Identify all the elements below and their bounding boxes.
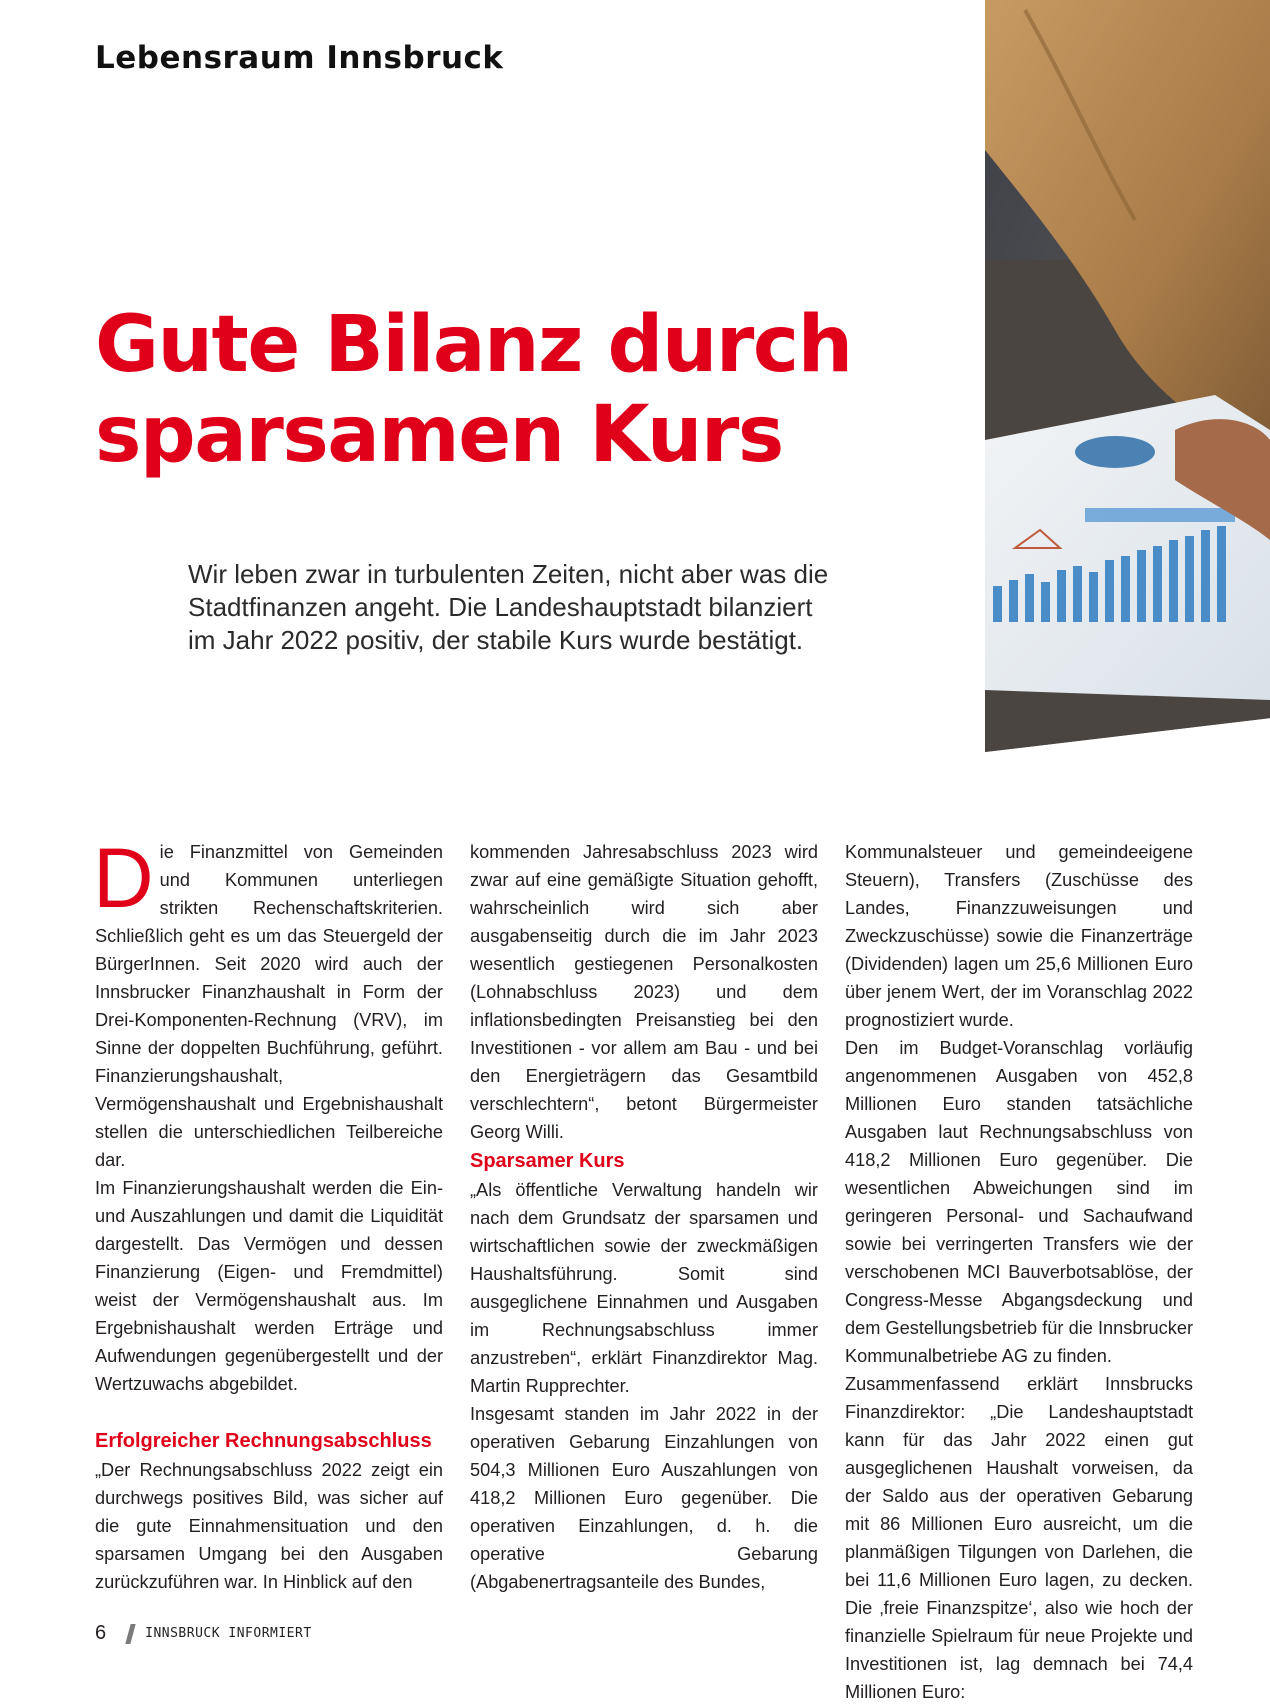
article-column-1	[93, 831, 443, 1596]
article-column-3	[845, 838, 1193, 1706]
subheading: Sparsamer Kurs	[470, 1150, 625, 1172]
article-column-2	[470, 838, 818, 1596]
section-label: Lebensraum Innsbruck	[95, 40, 504, 76]
article-paragraph	[93, 831, 443, 1174]
lead-line: im Jahr 2022 positiv, der stabile Kurs wurde bestätigt.	[188, 625, 804, 655]
divider-slash-icon	[125, 1624, 135, 1644]
article-paragraph-continued: kommenden Jahresabschluss 2023 wird zwar auf eine gemäßigte Situation gehofft, wahrscheinlich wird sich aber ausgabenseitig durch die im Jahr 2023 wesentlich gestiegenen Personalkosten (Lohnabschluss 2023) und dem inflationsbedingten Preisanstieg bei den Investitionen - vor allem am Bau - und bei den Energieträgern das Gesamtbild verschlechtern“, betont Bürgermeister Georg Willi.	[470, 842, 818, 1142]
headline	[95, 300, 852, 480]
paragraph-text: ie Finanzmittel von Gemeinden und Kommunen unterliegen strikten Rechenschaftskriterien. Schließlich geht es um das Steuergeld der BürgerInnen. Seit 2020 wird auch der Innsbrucker Finanzhaushalt in Form der Drei-Komponenten-Rechnung (VRV), im Sinne der doppelten Buchführung, geführt. Finanzierungshaushalt, Vermögenshaushalt und Ergebnishaushalt stellen die unterschiedlichen Teilbereiche dar.	[95, 842, 443, 1170]
article-paragraph: „Der Rechnungsabschluss 2022 zeigt ein durchwegs positives Bild, was sicher auf die gute Einnahmensituation und den sparsamen Umgang bei den Ausgaben zurückzuführen war. In Hinblick auf den	[95, 1460, 443, 1592]
article-paragraph: Insgesamt standen im Jahr 2022 in der operativen Gebarung Einzahlungen von 504,3 Millionen Euro Auszahlungen von 418,2 Millionen Euro gegenüber. Die operativen Einzahlungen, d. h. die operative Gebarung (Abgabenertragsanteile des Bundes,	[470, 1404, 818, 1592]
lead-line: Stadtfinanzen angeht. Die Landeshauptstadt bilanziert	[188, 592, 813, 622]
lead-line: Wir leben zwar in turbulenten Zeiten, nicht aber was die	[188, 559, 829, 589]
document-chart-photo-icon	[985, 0, 1270, 752]
publication-name: INNSBRUCK INFORMIERT	[145, 1626, 312, 1641]
article-paragraph: Im Finanzierungshaushalt werden die Ein- und Auszahlungen und damit die Liquidität dargestellt. Das Vermögen und dessen Finanzierung (Eigen- und Fremdmittel) weist der Vermögenshaushalt aus. Im Ergebnishaushalt werden Erträge und Aufwendungen gegenübergestellt und der Wertzuwachs abgebildet.	[95, 1178, 443, 1394]
header-photo	[985, 0, 1270, 752]
article-paragraph: Zusammenfassend erklärt Innsbrucks Finanzdirektor: „Die Landeshauptstadt kann für das Jahr 2022 einen gut ausgeglichenen Haushalt vorweisen, da der Saldo aus der operativen Gebarung mit 86 Millionen Euro ausreicht, um die planmäßigen Tilgungen von Darlehen, die bei 11,6 Millionen Euro lagen, zu decken. Die ‚freie Finanzspitze‘, also wie hoch der finanzielle Spielraum für neue Projekte und Investitionen ist, lag demnach bei 74,4 Millionen Euro:	[845, 1374, 1193, 1702]
page-footer	[95, 1622, 312, 1645]
article-paragraph: „Als öffentliche Verwaltung handeln wir nach dem Grundsatz der sparsamen und wirtschaftlichen sowie der zweckmäßigen Haushaltsführung. Somit sind ausgeglichene Einnahmen und Ausgaben im Rechnungsabschluss immer anzustreben“, erklärt Finanzdirektor Mag. Martin Rupprechter.	[470, 1180, 818, 1396]
lead-paragraph	[188, 558, 888, 657]
article-paragraph: Den im Budget-Voranschlag vorläufig angenommenen Ausgaben von 452,8 Millionen Euro standen tatsächliche Ausgaben laut Rechnungsabschluss von 418,2 Millionen Euro gegenüber. Die wesentlichen Abweichungen sind im geringeren Personal- und Sachaufwand sowie bei verringerten Transfers wie der verschobenen MCI Bauverbotsablöse, der Congress-Messe Abgangsdeckung und dem Gestellungsbetrieb für die Innsbrucker Kommunalbetriebe AG zu finden.	[845, 1038, 1193, 1366]
dropcap: D	[93, 831, 154, 925]
page-number: 6	[95, 1622, 107, 1644]
headline-line: sparsamen Kurs	[95, 390, 783, 480]
subheading: Erfolgreicher Rechnungsabschluss	[95, 1430, 432, 1452]
article-paragraph-continued: Kommunalsteuer und gemeindeeigene Steuern), Transfers (Zuschüsse des Landes, Finanzzuweisungen und Zweckzuschüsse) sowie die Finanzerträge (Dividenden) lagen um 25,6 Millionen Euro über jenem Wert, der im Voranschlag 2022 prognostiziert wurde.	[845, 842, 1193, 1030]
headline-line: Gute Bilanz durch	[95, 300, 852, 390]
